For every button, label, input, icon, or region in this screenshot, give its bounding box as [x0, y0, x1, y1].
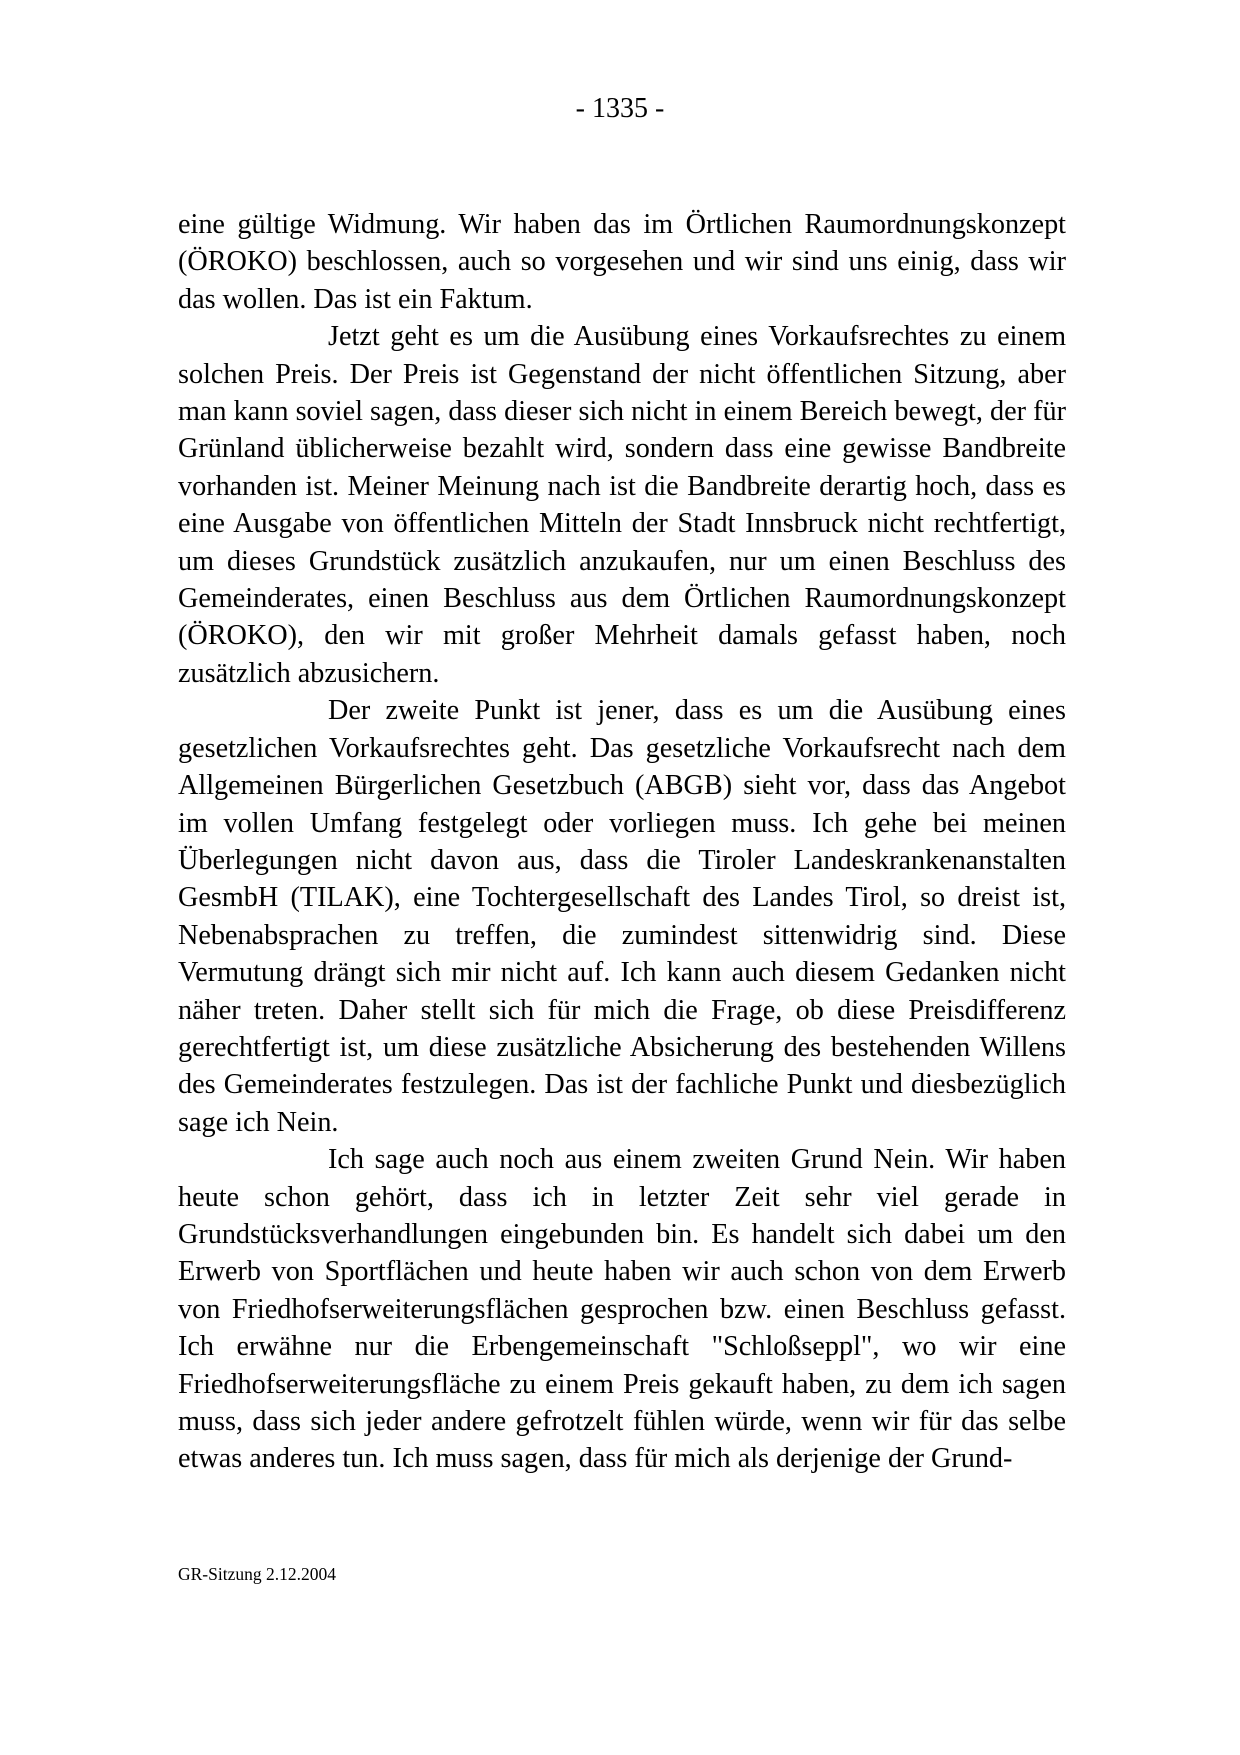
paragraph: Jetzt geht es um die Ausübung eines Vorkaufsrechtes zu einem solchen Preis. Der Preis ist Gegenstand der nicht öffentlichen Sitzung, aber man kann soviel sagen, dass dieser sich nicht in einem Bereich bewegt, der für Grünland üblicherweise bezahlt wird, sondern dass eine gewisse Bandbreite vorhanden ist. Meiner Meinung nach ist die Bandbreite derartig hoch, dass es eine Ausgabe von öffentlichen Mitteln der Stadt Innsbruck nicht rechtfertigt, um dieses Grundstück zusätzlich anzukaufen, nur um einen Beschluss des Gemeinderates, einen Beschluss aus dem Örtlichen Raumordnungskonzept (ÖROKO), den wir mit großer Mehrheit damals gefasst haben, noch zusätzlich abzusichern. — [178, 321, 1066, 689]
paragraph: eine gültige Widmung. Wir haben das im Örtlichen Raumordnungskonzept (ÖROKO) beschlossen, auch so vorgesehen und wir sind uns einig, dass wir das wollen. Das ist ein Faktum. — [178, 209, 1066, 315]
page-footer: GR-Sitzung 2.12.2004 — [178, 1564, 336, 1584]
page-number: - 1335 - — [575, 93, 665, 124]
document-body — [178, 206, 1066, 1478]
paragraph: Der zweite Punkt ist jener, dass es um die Ausübung eines gesetzlichen Vorkaufsrechtes geht. Das gesetzliche Vorkaufsrecht nach dem Allgemeinen Bürgerlichen Gesetzbuch (ABGB) sieht vor, dass das Angebot im vollen Umfang festgelegt oder vorliegen muss. Ich gehe bei meinen Überlegungen nicht davon aus, dass die Tiroler Landeskrankenanstalten GesmbH (TILAK), eine Tochtergesellschaft des Landes Tirol, so dreist ist, Nebenabsprachen zu treffen, die zumindest sittenwidrig sind. Diese Vermutung drängt sich mir nicht auf. Ich kann auch diesem Gedanken nicht näher treten. Daher stellt sich für mich die Frage, ob diese Preisdifferenz gerechtfertigt ist, um diese zusätzliche Absicherung des bestehenden Willens des Gemeinderates festzulegen. Das ist der fachliche Punkt und diesbezüglich sage ich Nein. — [178, 695, 1066, 1138]
paragraph: Ich sage auch noch aus einem zweiten Grund Nein. Wir haben heute schon gehört, dass ich in letzter Zeit sehr viel gerade in Grundstücksverhandlungen eingebunden bin. Es handelt sich dabei um den Erwerb von Sportflächen und heute haben wir auch schon von dem Erwerb von Friedhofserweiterungsflächen gesprochen bzw. einen Beschluss gefasst. Ich erwähne nur die Erbengemeinschaft "Schloßseppl", wo wir eine Friedhofserweiterungsfläche zu einem Preis gekauft haben, zu dem ich sagen muss, dass sich jeder andere gefrotzelt fühlen würde, wenn wir für das selbe etwas anderes tun. Ich muss sagen, dass für mich als derjenige der Grund- — [178, 1144, 1066, 1475]
